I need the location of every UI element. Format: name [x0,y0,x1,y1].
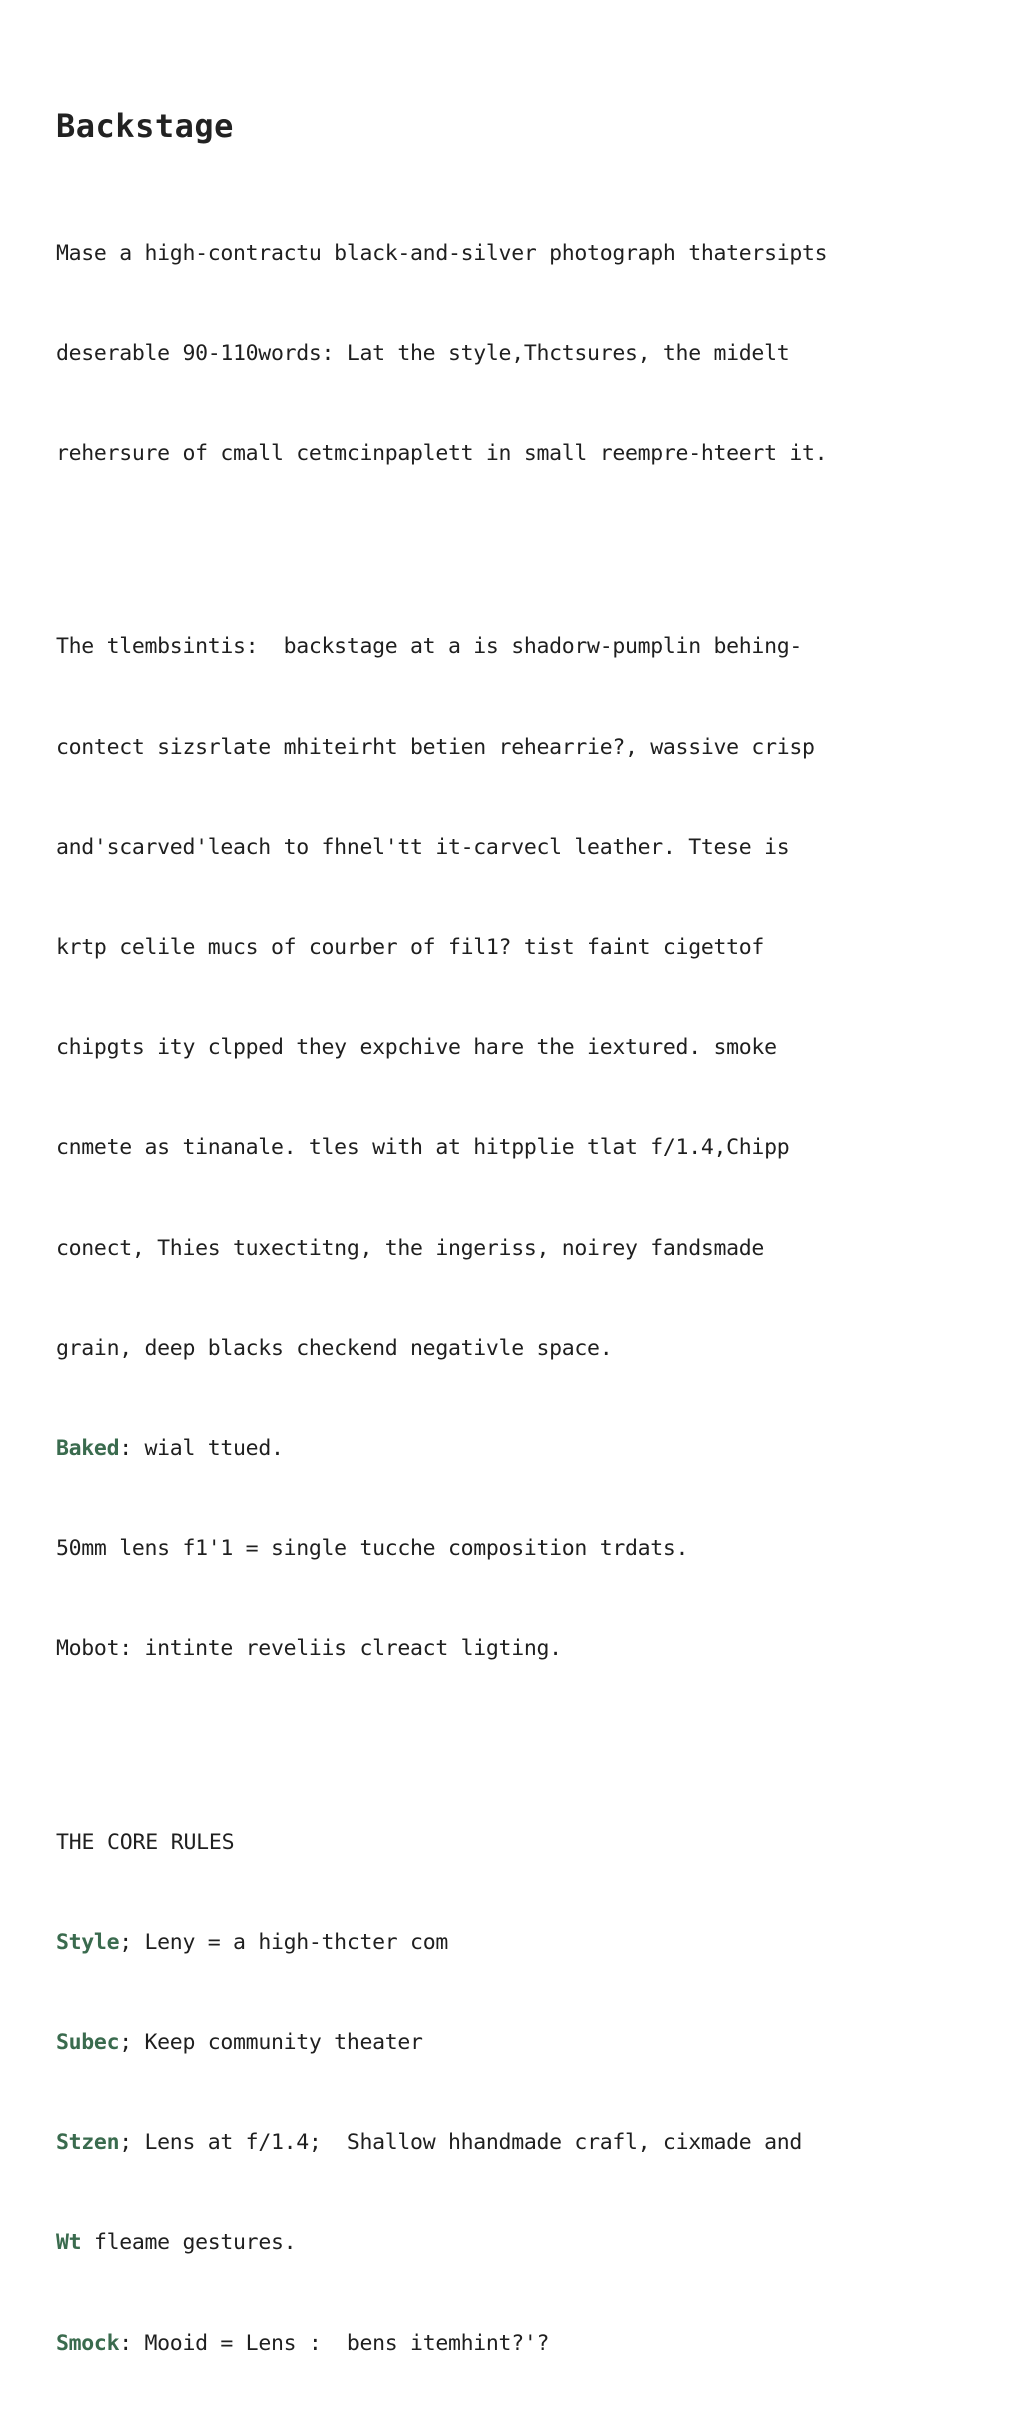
body-line: conect, Thies tuxectitng, the ingeriss, noirey fandsmade [56,1235,765,1261]
intro-paragraph [56,170,996,537]
mobot-line: Mobot: intinte reveliis clreact ligting. [56,1636,562,1662]
baked-label: Baked [56,1436,120,1462]
body-line: cnmete as tinanale. tles with at hitpplie tlat f/1.4,Chipp [56,1135,790,1161]
body-line: chipgts ity clpped they expchive hare the iextured. smoke [56,1035,777,1061]
rules-heading: THE CORE RULES [56,1829,235,1855]
baked-text: : wial ttued. [119,1436,284,1462]
document [56,104,996,2427]
body-line: The tlembsintis: backstage at a is shadorw-pumplin behing- [56,634,803,660]
rule-item [56,2327,996,2360]
rule-label: Wt [56,2230,82,2256]
intro-line: rehersure of cmall cetmcinpaplett in small reempre‐hteert it. [56,441,828,467]
rule-label: Style [56,1929,120,1955]
rule-text: ; Lens at f/1.4; Shallow hhandmade crafl, cixmade and [119,2130,803,2156]
rule-item [56,2226,996,2259]
body-paragraph [56,563,996,1732]
body-line: grain, deep blacks checkend negativle space. [56,1335,613,1361]
rule-label: Smock [56,2330,120,2356]
rule-label: Stzen [56,2130,120,2156]
rules-section [56,1759,996,2427]
rule-text: ; Keep community theater [119,2029,423,2055]
rule-item [56,2026,996,2059]
rule-item [56,2126,996,2159]
rule-label: Subec [56,2029,120,2055]
rule-text: : Mooid = Lens : bens itemhint?'? [119,2330,550,2356]
intro-line: Mase a high-contractu black-and-silver photograph thatersipts [56,240,828,266]
body-line: contect sizsrlate mhiteirht betien rehearrie?, wassive crisp [56,734,815,760]
body-line: and'scarved'leach to fhnel'tt it-carvecl leather. Ttese is [56,834,790,860]
lens-line: 50mm lens f1'1 = single tucche composition trdats. [56,1536,689,1562]
baked-line [56,1432,996,1465]
rule-text: fleame gestures. [81,2230,297,2256]
rule-text: ; Leny = a high-thcter com [119,1929,448,1955]
document-title: Backstage [56,107,234,145]
body-line: krtp celile mucs of courber of fil1? tist faint cigettof [56,934,765,960]
rule-item [56,1926,996,1959]
intro-line: deserable 90-110words: Lat the style,Thctsures, the midelt [56,341,790,367]
